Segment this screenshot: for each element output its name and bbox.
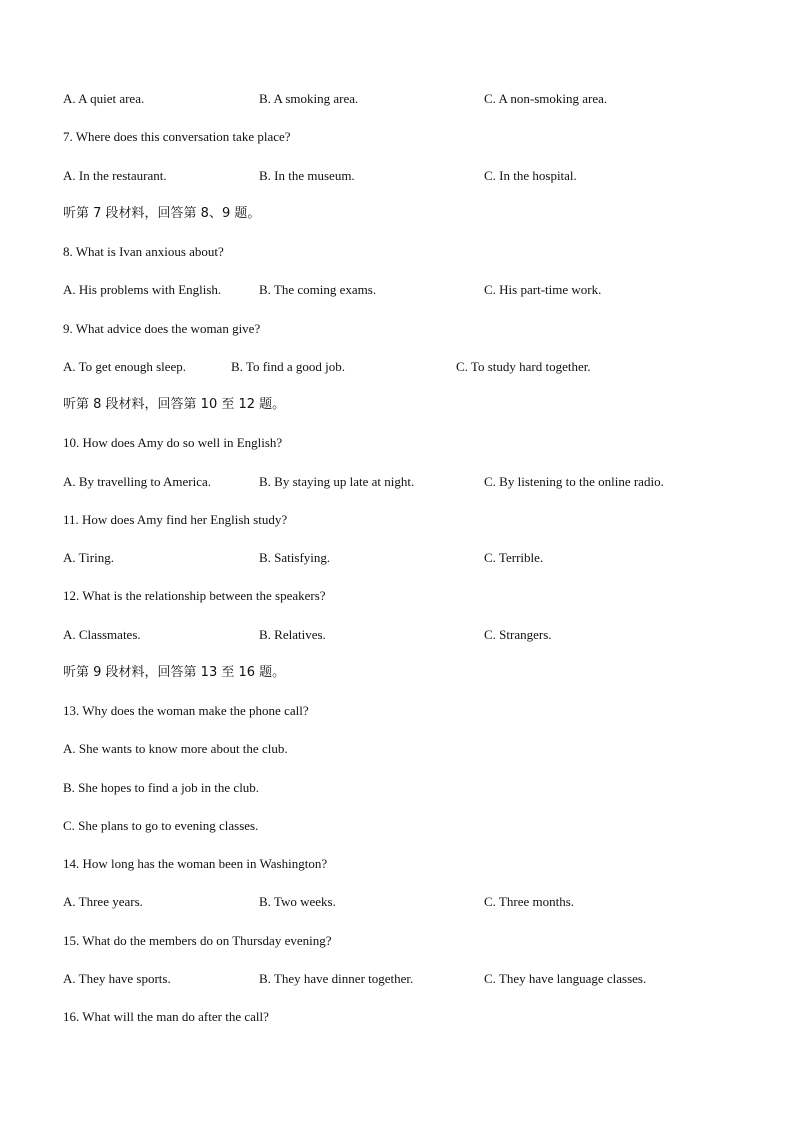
answer-option-c: C. Terrible. bbox=[484, 550, 544, 565]
answer-option-c: C. To study hard together. bbox=[456, 359, 591, 374]
answer-option-a: A. A quiet area. bbox=[63, 91, 145, 106]
answer-option-b: B. They have dinner together. bbox=[259, 971, 414, 986]
question-text: 11. How does Amy find her English study? bbox=[63, 512, 288, 527]
answer-option-c: C. In the hospital. bbox=[484, 168, 577, 183]
answer-option-a: A. To get enough sleep. bbox=[63, 359, 187, 374]
section-instruction: 听第 7 段材料，回答第 8、9 题。 bbox=[63, 206, 261, 221]
answer-option-a: A. His problems with English. bbox=[63, 282, 222, 297]
answer-option-b: B. The coming exams. bbox=[259, 282, 377, 297]
answer-option-b: B. In the museum. bbox=[259, 168, 355, 183]
answer-option-b: B. Satisfying. bbox=[259, 550, 331, 565]
answer-option-b: B. A smoking area. bbox=[259, 91, 359, 106]
question-text: 12. What is the relationship between the speakers? bbox=[63, 588, 326, 603]
answer-option-c: C. A non-smoking area. bbox=[484, 91, 608, 106]
answer-option-c: C. Three months. bbox=[484, 894, 575, 909]
answer-option-c: C. Strangers. bbox=[484, 627, 552, 642]
answer-option-c: C. They have language classes. bbox=[484, 971, 647, 986]
answer-option-a: A. Classmates. bbox=[63, 627, 141, 642]
answer-option-b: B. By staying up late at night. bbox=[259, 474, 415, 489]
answer-option-a: A. In the restaurant. bbox=[63, 168, 167, 183]
question-text: C. She plans to go to evening classes. bbox=[63, 818, 259, 833]
question-text: 9. What advice does the woman give? bbox=[63, 321, 261, 336]
answer-option-a: A. Tiring. bbox=[63, 550, 114, 565]
section-instruction: 听第 8 段材料，回答第 10 至 12 题。 bbox=[63, 397, 286, 412]
answer-option-b: B. Two weeks. bbox=[259, 894, 336, 909]
question-text: 13. Why does the woman make the phone call? bbox=[63, 703, 309, 718]
question-text: 14. How long has the woman been in Washington? bbox=[63, 856, 328, 871]
question-text: 16. What will the man do after the call? bbox=[63, 1009, 269, 1024]
question-text: 7. Where does this conversation take place? bbox=[63, 129, 291, 144]
question-text: A. She wants to know more about the club. bbox=[63, 741, 288, 756]
answer-option-b: B. Relatives. bbox=[259, 627, 326, 642]
answer-option-c: C. His part-time work. bbox=[484, 282, 602, 297]
answer-option-b: B. To find a good job. bbox=[231, 359, 346, 374]
answer-option-c: C. By listening to the online radio. bbox=[484, 474, 664, 489]
section-instruction: 听第 9 段材料，回答第 13 至 16 题。 bbox=[63, 665, 286, 680]
question-text: 8. What is Ivan anxious about? bbox=[63, 244, 224, 259]
question-text: 10. How does Amy do so well in English? bbox=[63, 435, 283, 450]
question-text: 15. What do the members do on Thursday evening? bbox=[63, 933, 332, 948]
answer-option-a: A. Three years. bbox=[63, 894, 143, 909]
answer-option-a: A. By travelling to America. bbox=[63, 474, 212, 489]
answer-option-a: A. They have sports. bbox=[63, 971, 171, 986]
question-text: B. She hopes to find a job in the club. bbox=[63, 780, 260, 795]
